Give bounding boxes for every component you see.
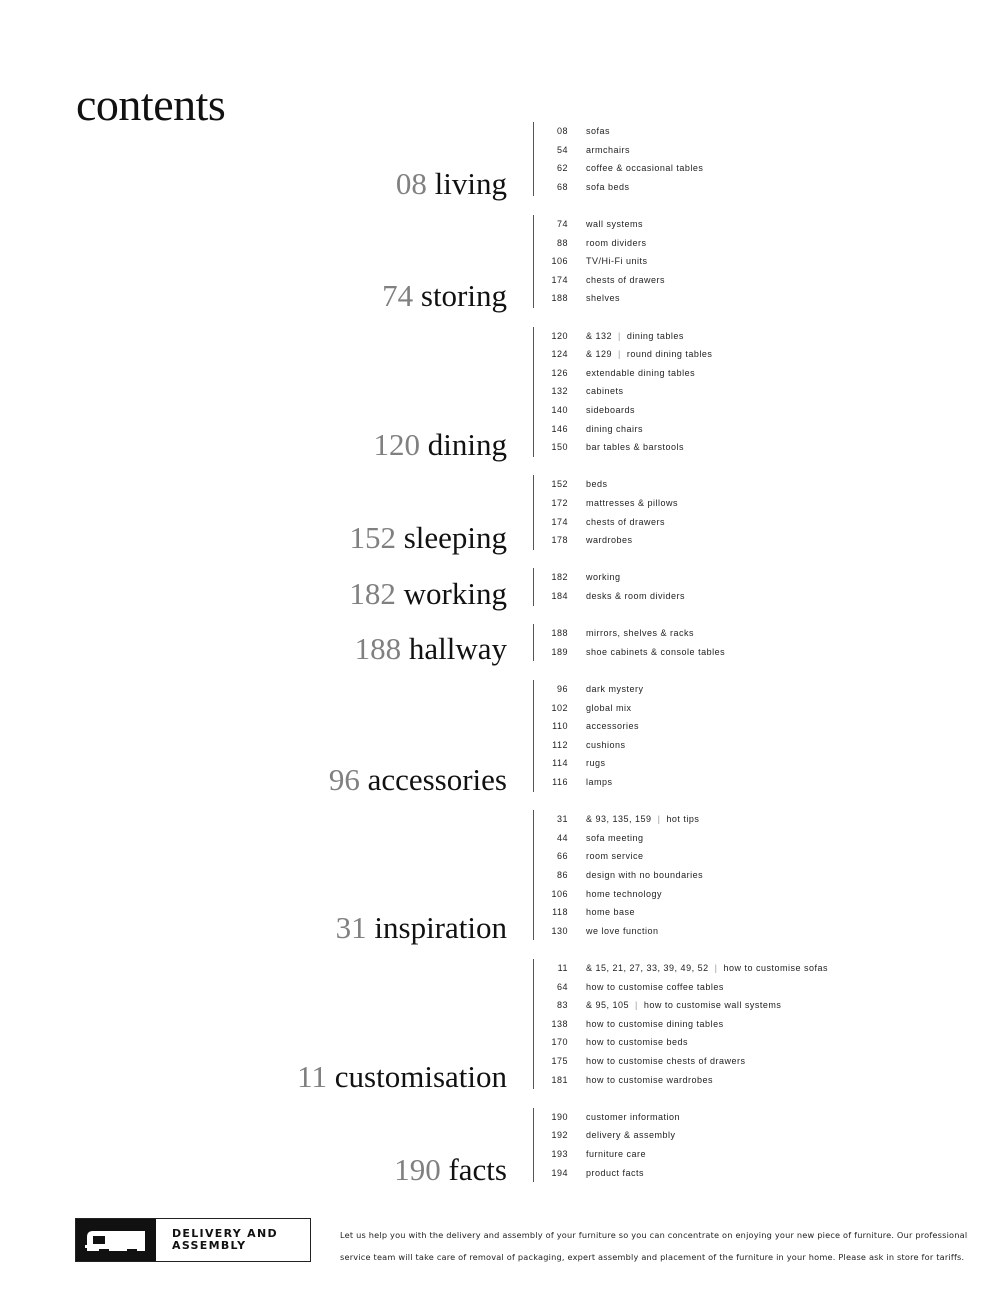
delivery-van-icon (76, 1219, 156, 1261)
entry-page-number: 124 (551, 349, 568, 360)
entry-title: sideboards (586, 404, 636, 415)
section-heading (354, 631, 507, 667)
page-title: contents (76, 79, 226, 130)
toc-entry (534, 215, 665, 234)
entry-title: shoe cabinets & console tables (586, 646, 726, 657)
entry-title: lamps (586, 776, 613, 787)
entry-title: working (586, 572, 621, 583)
entry-page-number: 112 (552, 739, 568, 750)
section-entry-list (534, 624, 725, 661)
entry-label (586, 1052, 746, 1071)
entry-title: room service (586, 851, 644, 862)
entry-label (586, 159, 703, 178)
toc-entry (534, 327, 712, 346)
section-page-number: 11 (297, 1059, 328, 1095)
entry-page-number: 170 (551, 1037, 568, 1048)
section-entry-list (534, 959, 828, 1089)
entry-title: design with no boundaries (586, 869, 704, 880)
entry-title: chests of drawers (586, 274, 666, 285)
entry-page-number: 189 (551, 646, 568, 657)
toc-section-facts (0, 1108, 1000, 1188)
section-entry-list (534, 475, 678, 549)
entry-label (586, 829, 644, 848)
toc-entry (534, 438, 712, 457)
section-entry-list (534, 568, 685, 605)
toc-entry (534, 364, 712, 383)
toc-entry (534, 531, 678, 550)
delivery-description: Let us help you with the delivery and assembly of your furniture so you can concentrate on enjoying your new piece of furniture. Our professional service team will take care of removal of packaging, expert assembly and placement of the furniture in your home. Please ask in store for tariffs. (340, 1230, 968, 1262)
section-title: dining (427, 426, 507, 462)
toc-entry (534, 178, 703, 197)
entry-additional-pages: & 132 | (586, 331, 627, 341)
entry-label (586, 382, 624, 401)
entry-title: armchairs (586, 144, 631, 155)
entry-page-number: 11 (557, 963, 568, 973)
section-heading (349, 575, 507, 611)
entry-page-number: 08 (556, 126, 568, 136)
toc-entry (534, 513, 678, 532)
entry-title: TV/Hi-Fi units (586, 256, 648, 267)
entry-label (586, 866, 703, 885)
entry-page-number: 110 (552, 721, 568, 732)
entry-title: hot tips (666, 814, 700, 825)
entry-title: product facts (586, 1167, 645, 1178)
entry-page-number: 184 (551, 590, 568, 601)
entry-page-number: 66 (556, 851, 568, 862)
entry-page-number: 192 (551, 1130, 568, 1141)
section-heading (395, 166, 507, 202)
entry-title: cushions (586, 739, 626, 750)
section-entry-list (534, 122, 703, 196)
entry-label (586, 1145, 646, 1164)
toc-entry (534, 587, 685, 606)
toc-entry (534, 754, 644, 773)
section-heading (335, 910, 507, 946)
toc-entry (534, 382, 712, 401)
toc-entry (534, 568, 685, 587)
entry-label (586, 438, 684, 457)
section-heading (382, 280, 507, 311)
toc-entry (534, 1145, 680, 1164)
entry-label (586, 568, 621, 587)
entry-label (586, 252, 648, 271)
toc-section-living (0, 122, 1000, 202)
entry-label (586, 922, 659, 941)
entry-page-number: 74 (556, 219, 568, 229)
entry-title: sofa meeting (586, 832, 644, 843)
entry-page-number: 106 (551, 256, 568, 267)
toc-entry (534, 234, 665, 253)
section-title: customisation (334, 1059, 507, 1095)
entry-label (586, 959, 828, 978)
entry-label (586, 885, 662, 904)
entry-page-number: 118 (552, 907, 568, 918)
toc-entry (534, 475, 678, 494)
entry-title: mirrors, shelves & racks (586, 628, 695, 639)
toc-entry (534, 736, 644, 755)
entry-title: cabinets (586, 386, 624, 397)
entry-title: room dividers (586, 237, 647, 248)
toc-section-inspiration (0, 810, 1000, 946)
entry-title: how to customise dining tables (586, 1018, 724, 1029)
entry-label (586, 271, 665, 290)
section-heading (297, 1059, 507, 1095)
toc-entry (534, 1164, 680, 1183)
toc-entry (534, 141, 703, 160)
toc-entry (534, 289, 665, 308)
section-page-number: 74 (382, 278, 414, 313)
entry-label (586, 401, 635, 420)
entry-title: beds (586, 479, 608, 490)
entry-page-number: 86 (556, 869, 568, 880)
section-page-number: 120 (373, 426, 421, 462)
toc-entry (534, 959, 828, 978)
entry-additional-pages: & 15, 21, 27, 33, 39, 49, 52 | (586, 963, 723, 973)
entry-title: delivery & assembly (586, 1130, 676, 1141)
toc-entry (534, 643, 725, 662)
entry-label (586, 420, 643, 439)
entry-page-number: 174 (551, 516, 568, 527)
entry-title: dark mystery (586, 684, 644, 694)
entry-page-number: 146 (551, 423, 568, 434)
entry-page-number: 106 (551, 888, 568, 899)
section-page-number: 182 (349, 575, 396, 611)
entry-page-number: 150 (551, 442, 568, 453)
toc-section-hallway (0, 624, 1000, 667)
entry-label (586, 494, 678, 513)
entry-page-number: 102 (551, 702, 568, 713)
entry-title: shelves (586, 293, 621, 304)
entry-title: we love function (586, 925, 659, 936)
entry-title: how to customise chests of drawers (586, 1055, 746, 1066)
toc-entry (534, 494, 678, 513)
entry-page-number: 188 (551, 293, 568, 304)
toc-entry (534, 1071, 828, 1090)
entry-label (586, 1015, 724, 1034)
toc-entry (534, 922, 703, 941)
section-page-number: 152 (349, 519, 396, 555)
entry-title: accessories (586, 721, 640, 732)
entry-title: how to customise coffee tables (586, 981, 724, 992)
toc-section-customisation (0, 959, 1000, 1095)
section-title: accessories (367, 761, 507, 797)
toc-entry (534, 1108, 680, 1127)
entry-title: wardrobes (586, 535, 633, 546)
toc-entry (534, 1052, 828, 1071)
toc-section-sleeping (0, 475, 1000, 555)
delivery-assembly-box (75, 1218, 311, 1262)
toc-entry (534, 996, 828, 1015)
entry-title: bar tables & barstools (586, 442, 685, 453)
section-entry-list (534, 215, 665, 308)
entry-title: coffee & occasional tables (586, 163, 704, 174)
entry-title: how to customise wall systems (643, 1000, 782, 1011)
section-heading (349, 519, 507, 555)
entry-title: sofas (586, 126, 611, 136)
toc-entry (534, 401, 712, 420)
entry-label (586, 531, 633, 550)
section-heading (394, 1152, 507, 1188)
entry-title: how to customise wardrobes (586, 1074, 714, 1085)
toc-section-storing (0, 215, 1000, 313)
entry-title: sofa beds (586, 181, 630, 192)
section-entry-list (534, 680, 644, 792)
entry-label (586, 141, 630, 160)
delivery-assembly-label: DELIVERY AND ASSEMBLY (172, 1227, 278, 1252)
entry-label (586, 624, 694, 643)
toc-entry (534, 271, 665, 290)
entry-page-number: 31 (556, 814, 568, 825)
toc-entry (534, 829, 703, 848)
section-title: working (403, 575, 507, 611)
entry-label (586, 717, 639, 736)
section-title: hallway (408, 631, 507, 667)
entry-label (586, 699, 632, 718)
toc-entry (534, 159, 703, 178)
entry-label (586, 475, 608, 494)
section-heading (373, 426, 507, 462)
entry-page-number: 88 (556, 237, 568, 248)
entry-page-number: 138 (551, 1018, 568, 1029)
entry-page-number: 54 (556, 144, 568, 155)
entry-title: round dining tables (626, 349, 713, 360)
entry-label (586, 345, 712, 364)
entry-page-number: 193 (551, 1148, 568, 1159)
toc-entry (534, 847, 703, 866)
section-title: living (434, 166, 507, 202)
entry-label (586, 327, 684, 346)
entry-page-number: 130 (551, 925, 568, 936)
entry-page-number: 140 (551, 404, 568, 415)
entry-page-number: 62 (556, 163, 568, 174)
toc-entry (534, 680, 644, 699)
toc-entry (534, 866, 703, 885)
entry-label (586, 773, 613, 792)
section-page-number: 188 (354, 631, 402, 667)
toc-entry (534, 1126, 680, 1145)
entry-title: how to customise beds (586, 1037, 689, 1048)
entry-label (586, 1071, 713, 1090)
entry-page-number: 182 (551, 572, 568, 583)
entry-label (586, 810, 699, 829)
entry-title: chests of drawers (586, 516, 666, 527)
entry-page-number: 174 (551, 274, 568, 285)
toc-entry (534, 1033, 828, 1052)
entry-page-number: 68 (556, 181, 568, 192)
entry-title: extendable dining tables (586, 367, 696, 378)
entry-title: home base (586, 907, 636, 918)
entry-title: customer information (586, 1111, 681, 1122)
entry-label (586, 1164, 644, 1183)
entry-title: furniture care (586, 1148, 647, 1159)
toc-section-working (0, 568, 1000, 611)
entry-title: mattresses & pillows (586, 497, 679, 508)
entry-label (586, 364, 695, 383)
entry-page-number: 190 (551, 1111, 568, 1122)
toc-entry (534, 903, 703, 922)
entry-page-number: 114 (552, 758, 568, 769)
entry-page-number: 132 (551, 386, 568, 397)
toc-entry (534, 1015, 828, 1034)
entry-label (586, 215, 643, 234)
toc-entry (534, 252, 665, 271)
entry-label (586, 680, 644, 699)
section-title: sleeping (403, 519, 507, 555)
section-entry-list (534, 327, 712, 457)
entry-label (586, 178, 630, 197)
entry-label (586, 754, 606, 773)
toc-section-accessories (0, 680, 1000, 797)
section-title: inspiration (374, 910, 507, 946)
entry-title: dining chairs (586, 423, 644, 434)
toc-entry (534, 420, 712, 439)
entry-title: desks & room dividers (586, 590, 686, 601)
entry-page-number: 64 (556, 981, 568, 992)
section-page-number: 08 (395, 166, 427, 202)
toc-entry (534, 624, 725, 643)
entry-page-number: 175 (551, 1055, 568, 1066)
entry-label (586, 1126, 676, 1145)
entry-label (586, 996, 781, 1015)
entry-label (586, 122, 610, 141)
toc-section-dining (0, 327, 1000, 462)
entry-page-number: 172 (551, 497, 568, 508)
entry-label (586, 513, 665, 532)
entry-page-number: 126 (551, 367, 568, 378)
entry-page-number: 96 (556, 684, 568, 694)
toc-entry (534, 978, 828, 997)
entry-title: wall systems (586, 219, 644, 229)
toc-entry (534, 773, 644, 792)
toc-entry (534, 810, 703, 829)
entry-title: how to customise sofas (723, 963, 828, 973)
entry-page-number: 83 (556, 1000, 568, 1011)
toc-entry (534, 717, 644, 736)
entry-label (586, 289, 620, 308)
toc-entry (534, 885, 703, 904)
section-heading (328, 761, 507, 797)
toc-entry (534, 345, 712, 364)
entry-additional-pages: & 93, 135, 159 | (586, 814, 666, 824)
entry-title: rugs (586, 758, 606, 769)
toc-entry (534, 699, 644, 718)
entry-label (586, 1033, 688, 1052)
section-title: facts (448, 1152, 507, 1188)
entry-page-number: 178 (551, 535, 568, 546)
entry-label (586, 587, 685, 606)
entry-page-number: 44 (556, 832, 568, 843)
entry-title: global mix (586, 702, 632, 713)
entry-page-number: 120 (551, 330, 568, 341)
section-page-number: 96 (328, 761, 360, 797)
entry-label (586, 234, 647, 253)
entry-label (586, 643, 725, 662)
section-entry-list (534, 1108, 680, 1182)
entry-additional-pages: & 95, 105 | (586, 1000, 644, 1010)
entry-label (586, 847, 644, 866)
entry-label (586, 903, 635, 922)
entry-label (586, 1108, 680, 1127)
section-title: storing (420, 278, 507, 313)
entry-page-number: 181 (551, 1074, 568, 1085)
toc-entry (534, 122, 703, 141)
entry-page-number: 152 (551, 479, 568, 490)
section-page-number: 31 (335, 910, 367, 946)
entry-page-number: 116 (552, 776, 568, 787)
entry-title: dining tables (626, 330, 684, 341)
entry-page-number: 188 (551, 628, 568, 639)
section-entry-list (534, 810, 703, 940)
entry-additional-pages: & 129 | (586, 349, 627, 359)
entry-title: home technology (586, 888, 663, 899)
section-page-number: 190 (394, 1152, 441, 1188)
entry-page-number: 194 (551, 1167, 568, 1178)
entry-label (586, 736, 626, 755)
entry-label (586, 978, 724, 997)
